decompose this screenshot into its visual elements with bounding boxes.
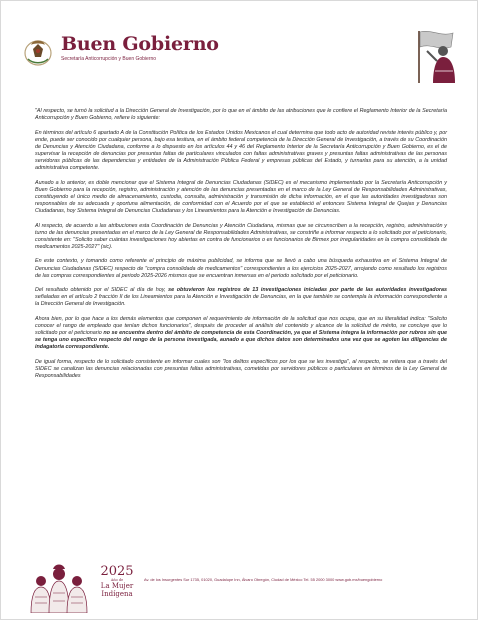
- year-name-line1: La Mujer: [100, 582, 134, 590]
- paragraph-text: De igual forma, respecto de lo solicitado consistente en informar cuales son "los delitos específicos por los que se les investiga", al respecto, se reitera que a través del SIDEC se canalizan las denuncias relacionadas con presuntas faltas administrativas, cometidas por servidores públicos o particulares en términos de la Ley General de Responsabilidades: [35, 358, 447, 379]
- body-paragraph: [35, 316, 447, 352]
- year-subtitle: Año de: [110, 578, 124, 582]
- body-paragraph: [35, 359, 447, 380]
- body-paragraph: [35, 258, 447, 279]
- paragraph-text: En este contexto, y tomando como referente el principio de máxima publicidad, se informa que se llevó a cabo una búsqueda exhaustiva en el Sistema Integral de Denuncias Ciudadanas (SIDEC) respecto de "compra consolidada de medicamentos" correspondientes a los ejercicios 2025-2027, arrojando como resultado los registros de las compras correspondientes al periodo 2025-2026 mismos que se encuentran inmersas en el periodo solicitado por el peticionario.: [35, 258, 447, 279]
- flag-bearer-icon: [413, 27, 461, 83]
- bold-text: se obtuvieron los registros de 13 investigaciones iniciadas por parte de las autoridades investigadoras: [168, 287, 447, 294]
- body-paragraph: [35, 223, 447, 252]
- paragraph-text: señaladas en el artículo 2 fracción II de los Lineamientos para la Atención e Investigación de Denuncias, en la que también se contempla la información correspondiente a la Dirección General de Investigación.: [35, 294, 447, 308]
- brand-subtitle: Secretaría Anticorrupción y Buen Gobierno: [61, 56, 157, 62]
- footer: [1, 551, 477, 617]
- year-number: 2025: [100, 564, 134, 579]
- body-paragraph: [35, 287, 447, 308]
- footer-address: Av. de los Insurgentes Sur 1735, 01020, Guadalupe Inn, Álvaro Obregón, Ciudad de México Tel. 55 2000 3000 www.gob.mx/buengobierno: [144, 577, 383, 582]
- letterhead: [11, 27, 467, 87]
- year-name-line2: Indígena: [101, 590, 133, 598]
- paragraph-text: Al respecto, de acuerdo a las atribuciones esta Coordinación de Denuncias y Atención Ciudadana, mismas que se circunscriben a la recepción, registro, administración y turno de las denuncias presentadas en el marco de la Ley General de Responsabilidades Administrativas, se constriñe a informar respecto a lo solicitado por el peticionario, consistente en: "Solicito saber cuántas investigaciones hoy abiertas en contra de funcionarios o ex funcionarios de Birmex por irregularidades en la compra consolidada de medicamentos 2025-2027" (sic).: [35, 222, 447, 251]
- letter-body: [35, 108, 447, 387]
- body-paragraph: [35, 130, 447, 173]
- brand: [61, 33, 219, 62]
- indigenous-women-illustration-icon: [27, 555, 91, 613]
- coat-of-arms-icon: [23, 33, 53, 67]
- paragraph-text: "Al respecto, se turnó la solicitud a la Dirección General de Investigación, por lo que en el ámbito de las atribuciones que le confiere el Reglamento Interior de la Secretaría Anticorrupción y Buen Gobierno, refiere lo siguiente:: [35, 108, 447, 122]
- paragraph-text: Ahora bien, por lo que hace a los demás elementos que componen el requerimiento de información de la solicitud que nos ocupa, que en su literalidad indica: "Solicito conocer el rango de empleado que tenían dichos funcionarios", después de proceder al análisis del contenido y alcance de la solicitud de mérito, se concluye que lo solicitado por el peticionario: [35, 315, 447, 337]
- paragraph-text: Aunado a lo anterior, es doble mencionar que el Sistema Integral de Denuncias Ciudadanas (SIDEC) es el mecanismo implementado por la Secretaría Anticorrupción y Buen Gobierno para la recepción, registro, administración y atención de las denuncias presentadas en el marco de la Ley General de Responsabilidades Administrativas, constituyendo el único medio de almacenamiento, custodia, consulta, administración y transmisión de dicha información, en el que las autoridades investigadoras son responsables de su adecuada y oportuna alimentación, de conformidad con el Acuerdo por el que se estableció el entonces Sistema Integral de Quejas y Denuncias Ciudadanas, hoy Sistema Integral de Denuncias Ciudadanas y los Lineamientos para la Atención e Investigación de Denuncias.: [35, 179, 447, 215]
- paragraph-text: En términos del artículo 6 apartado A de la Constitución Política de los Estados Unidos Mexicanos el cual determina que todo acto de autoridad reviste interés público y, por ende, puede ser conocido por cualquier persona, bajo esa tesitura, en el ámbito federal competencia de la Dirección General de Investigación, a través de su Coordinación de Denuncias y Atención Ciudadana, conforme a lo dispuesto en los artículos 44 y 46 del Reglamento Interior de la Secretaría Anticorrupción y Buen Gobierno, es el de supervisar la recepción de denuncias por presuntas faltas de particulares vinculados con faltas administrativas graves y presuntas faltas administrativas de las personas servidoras públicas de las dependencias y entidades de la Administración Pública Federal y empresas públicas del Estado, y turnarlas para su atención, a la unidad administrativa competente.: [35, 129, 447, 172]
- year-emblem: [97, 565, 137, 598]
- body-paragraph: [35, 108, 447, 122]
- brand-title: Buen Gobierno: [61, 33, 219, 55]
- bold-text: no se encuentra dentro del ámbito de competencia de esta Coordinación, ya que el Sistema integra la información por rubros sin que se tenga uno específico respecto del rango de la persona investigada, aunado a que dichos datos son determinados una vez que se agoten las diligencias de indagatoria correspondiente.: [35, 330, 447, 351]
- body-paragraph: [35, 180, 447, 216]
- paragraph-text: Del resultado obtenido por el SIDEC al día de hoy,: [35, 287, 169, 294]
